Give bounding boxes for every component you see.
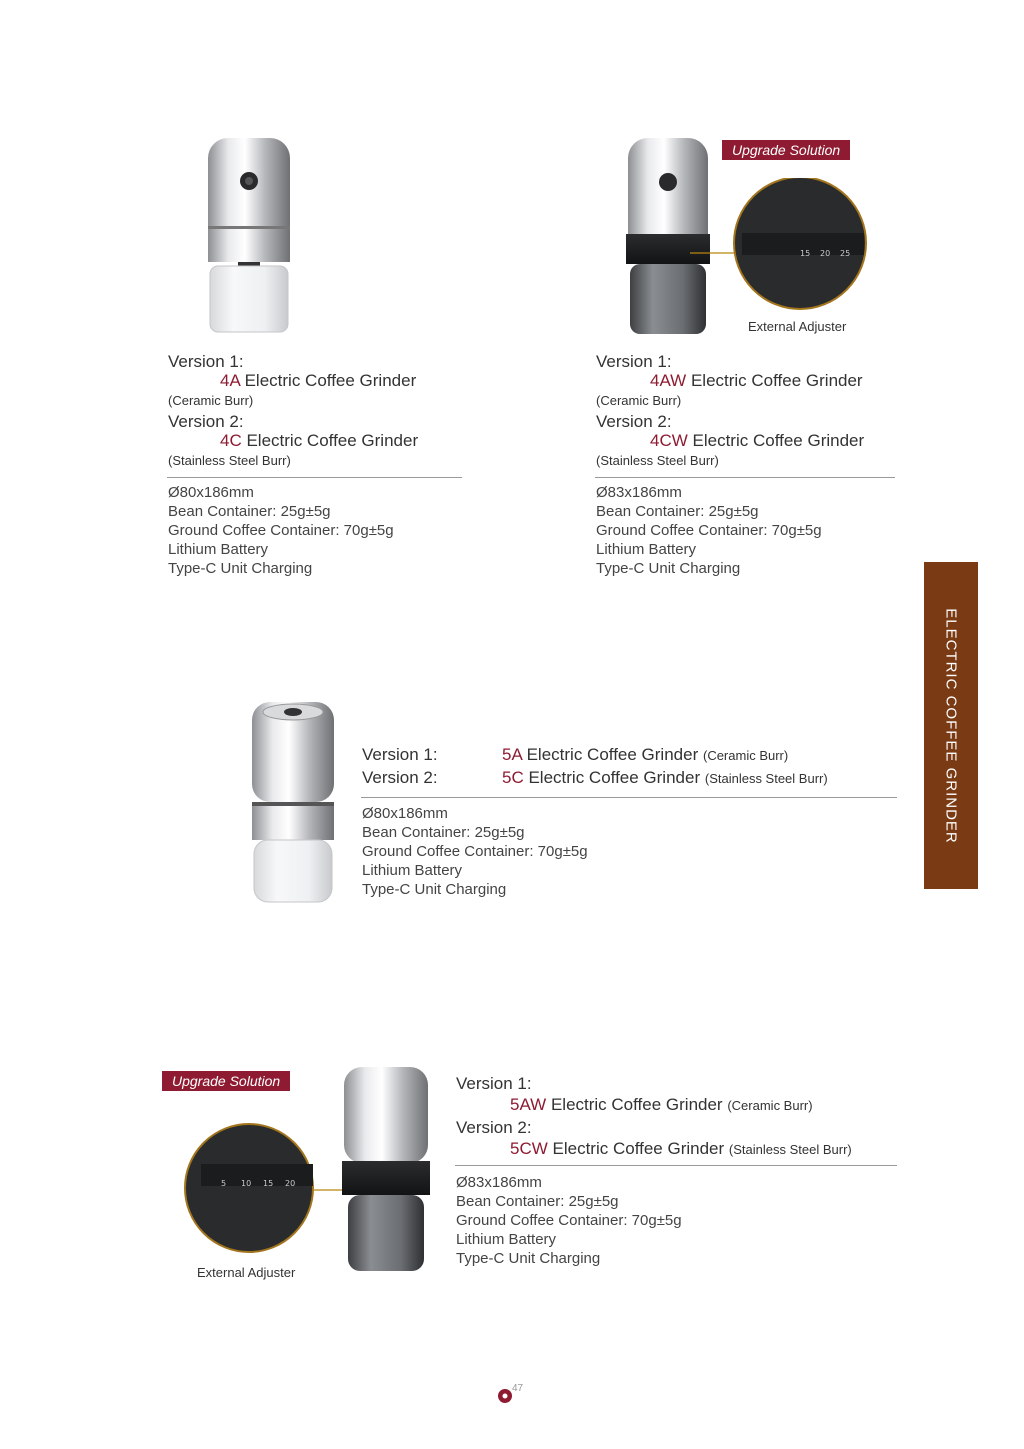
model-5c [502,768,828,788]
spec-bean-container: Bean Container: 25g±5g [456,1193,619,1210]
burr-type: (Stainless Steel Burr) [168,453,291,468]
page-marker-icon [497,1388,513,1404]
model-name: Electric Coffee Grinder [244,371,417,390]
external-adjuster-callout [690,178,870,313]
model-name: Electric Coffee Grinder [526,745,699,764]
model-name: Electric Coffee Grinder [550,1095,723,1114]
spec-list [362,804,588,899]
upgrade-solution-badge: Upgrade Solution [722,140,850,160]
version-2-label: Version 2: [596,412,672,431]
section-side-tab [924,562,978,889]
version-1-label: Version 1: [596,352,672,371]
model-name: Electric Coffee Grinder [690,371,863,390]
external-adjuster-label: External Adjuster [748,319,847,334]
burr-type: (Stainless Steel Burr) [704,771,828,786]
burr-type: (Ceramic Burr) [727,1098,813,1113]
section-side-tab-label: ELECTRIC COFFEE GRINDER [942,607,960,844]
divider [167,477,462,478]
dial-tick-label: 20 [820,249,831,258]
burr-type: (Ceramic Burr) [702,748,789,763]
spec-ground-container: Ground Coffee Container: 70g±5g [596,522,822,539]
model-code: 4CW [650,431,688,450]
model-5cw [510,1139,852,1159]
burr-type: (Ceramic Burr) [168,393,254,408]
dial-tick-label: 15 [263,1179,274,1188]
external-adjuster-callout [183,1120,348,1260]
model-4c [220,431,418,451]
model-5aw [510,1095,813,1115]
spec-dimensions: Ø80x186mm [362,805,448,822]
external-adjuster-label: External Adjuster [197,1265,296,1280]
model-code: 4AW [650,371,687,390]
spec-dimensions: Ø80x186mm [168,484,254,501]
spec-list [168,483,394,578]
model-code: 5A [502,745,522,764]
product-image-5aw [342,1065,430,1275]
spec-list [596,483,822,578]
dial-tick-label: 5 [221,1179,227,1188]
divider [595,477,895,478]
spec-dimensions: Ø83x186mm [456,1174,542,1191]
product-image-5a [250,700,336,905]
burr-type: (Ceramic Burr) [596,393,682,408]
version-1-label: Version 1: [168,352,244,371]
product-image-4a [206,136,292,336]
version-1-label: Version 1: [456,1074,532,1093]
model-name: Electric Coffee Grinder [692,431,865,450]
spec-charging: Type-C Unit Charging [596,560,741,577]
spec-battery: Lithium Battery [456,1231,557,1248]
model-code: 5CW [510,1139,548,1158]
model-name: Electric Coffee Grinder [552,1139,725,1158]
model-4a [220,371,416,391]
page-number: 47 [512,1383,524,1394]
version-1-label: Version 1: [362,745,438,764]
upgrade-solution-badge: Upgrade Solution [162,1071,290,1091]
version-2-label: Version 2: [168,412,244,431]
spec-bean-container: Bean Container: 25g±5g [362,824,525,841]
dial-tick-label: 15 [800,249,811,258]
spec-list [456,1173,682,1268]
spec-charging: Type-C Unit Charging [168,560,313,577]
spec-battery: Lithium Battery [596,541,697,558]
spec-ground-container: Ground Coffee Container: 70g±5g [456,1212,682,1229]
spec-dimensions: Ø83x186mm [596,484,682,501]
model-code: 5AW [510,1095,547,1114]
version-2-label: Version 2: [362,768,438,787]
spec-ground-container: Ground Coffee Container: 70g±5g [168,522,394,539]
spec-bean-container: Bean Container: 25g±5g [168,503,331,520]
divider [455,1165,897,1166]
version-2-label: Version 2: [456,1118,532,1137]
model-4cw [650,431,864,451]
model-4aw [650,371,863,391]
dial-tick-label: 20 [285,1179,296,1188]
dial-tick-label: 25 [840,249,851,258]
spec-charging: Type-C Unit Charging [456,1250,601,1267]
model-5a [502,745,788,765]
model-name: Electric Coffee Grinder [246,431,419,450]
model-code: 5C [502,768,524,787]
divider [361,797,897,798]
dial-tick-label: 10 [241,1179,252,1188]
model-code: 4C [220,431,242,450]
spec-charging: Type-C Unit Charging [362,881,507,898]
model-code: 4A [220,371,240,390]
model-name: Electric Coffee Grinder [528,768,701,787]
burr-type: (Stainless Steel Burr) [596,453,719,468]
spec-ground-container: Ground Coffee Container: 70g±5g [362,843,588,860]
spec-bean-container: Bean Container: 25g±5g [596,503,759,520]
spec-battery: Lithium Battery [168,541,269,558]
burr-type: (Stainless Steel Burr) [728,1142,852,1157]
spec-battery: Lithium Battery [362,862,463,879]
